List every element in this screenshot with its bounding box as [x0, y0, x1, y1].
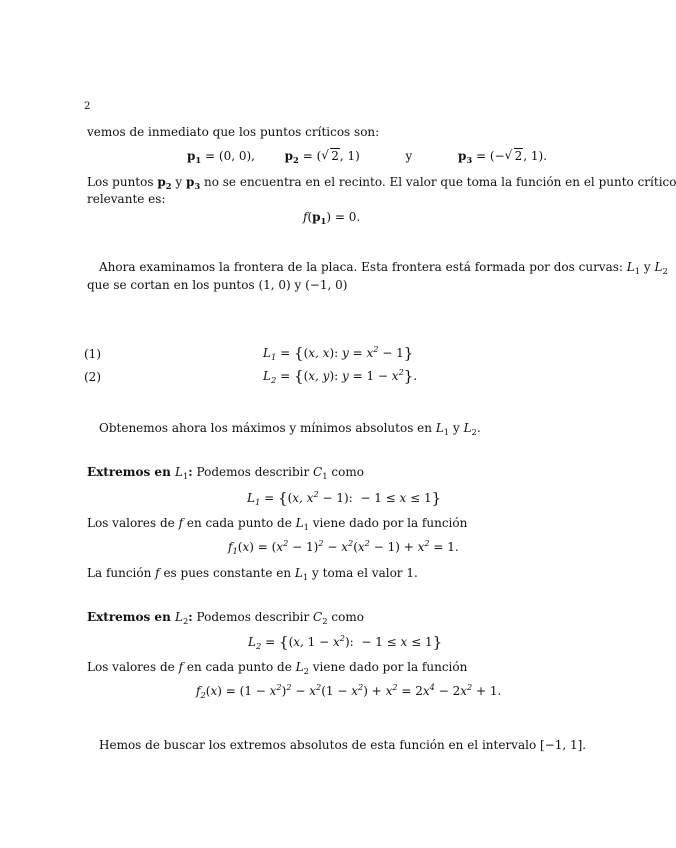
equation-number-1: (1) — [84, 347, 101, 361]
boundary-paragraph: Ahora examinamos la frontera de la placa. Esta frontera está formada por dos curvas: $L_1$ y $L_2$ — [99, 260, 668, 276]
L1-values-paragraph: Los valores de f en cada punto de $L_1$ viene dado por la función — [87, 516, 468, 532]
intro-paragraph: vemos de inmediato que los puntos críticos son: — [87, 125, 380, 139]
points-outside-paragraph-line2: relevante es: — [87, 192, 166, 206]
L2-parametrization: $L_2 = \{(x$, $1 - x^2$): − 1 ≤ x ≤ 1} — [248, 633, 443, 651]
section-L1-heading: Extremos en $L_1$: Podemos describir $C_1$ como — [87, 465, 364, 481]
page-number: 2 — [84, 101, 91, 112]
f1-equation: $f_1(x) = (x^2 - 1)^2 - x^2(x^2 - 1) + x^2 = 1$. — [228, 538, 459, 556]
equation-number-2: (2) — [84, 370, 101, 384]
L1-conclusion: La función f es pues constante en $L_1$ y toma el valor 1. — [87, 566, 418, 582]
section-L2-heading: Extremos en $L_2$: Podemos describir $C_2$ como — [87, 610, 364, 626]
f-p1-equation: $f(p_1) = 0$. — [303, 210, 361, 226]
final-paragraph: Hemos de buscar los extremos absolutos de esta función en el intervalo [−1, 1]. — [99, 738, 587, 752]
boundary-paragraph-line2: que se cortan en los puntos (1, 0) y (−1, 0) — [87, 278, 348, 292]
f2-equation: $f_2(x) = (1 - x^2)^2 - x^2(1 - x^2) + x^2 = 2x^4 - 2x^2 + 1$. — [196, 682, 502, 700]
equation-L2-set: $L_2 = \{(x$, y): $y = 1 - x^2$}. — [263, 367, 418, 385]
L2-values-paragraph: Los valores de f en cada punto de $L_2$ viene dado por la función — [87, 660, 468, 676]
critical-points-equation: $p_1 = (0$, 0), $p_2$ = (√ 2, 1) y $p_3$ = (−√ 2, 1). — [187, 150, 547, 162]
absolute-extrema-paragraph: Obtenemos ahora los máximos y mínimos absolutos en $L_1$ y $L_2$. — [99, 421, 481, 437]
L1-parametrization: $L_1 = \{(x$, $x^2 - 1$): − 1 ≤ x ≤ 1} — [247, 489, 442, 507]
points-outside-paragraph: Los puntos $p_2$ y $p_3$ no se encuentra en el recinto. El valor que toma la función en el punto crítico — [87, 175, 676, 191]
equation-L1-set: $L_1 = \{(x$, x): $y = x^2 - 1$} — [263, 344, 414, 362]
